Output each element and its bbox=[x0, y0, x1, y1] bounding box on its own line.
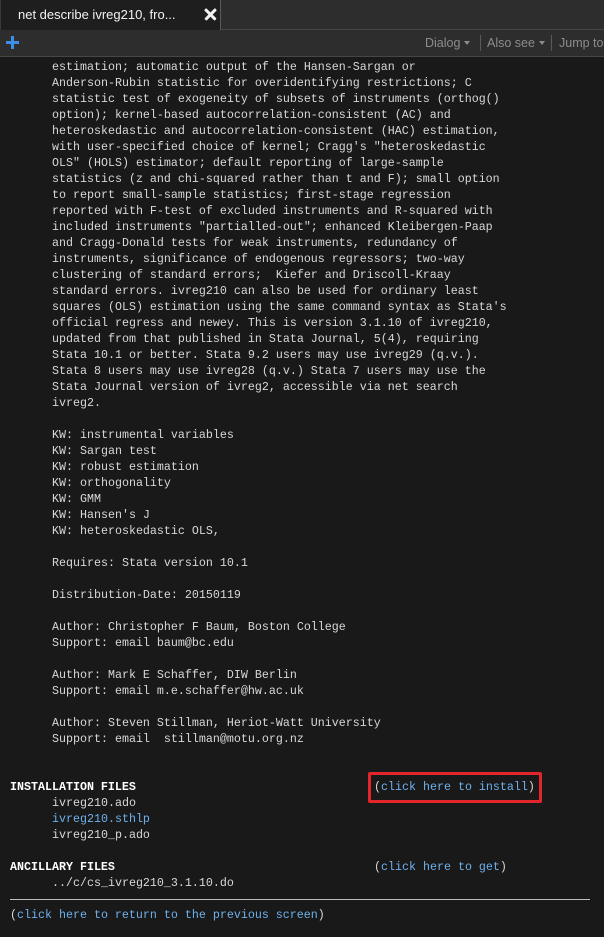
keyword-line: KW: Sargan test bbox=[52, 444, 157, 458]
description-line: OLS" (HOLS) estimator; default reporting of large-sample bbox=[52, 156, 444, 170]
keyword-line: KW: instrumental variables bbox=[52, 428, 234, 442]
also-see-menu-label: Also see bbox=[487, 36, 535, 50]
viewer-content[interactable] bbox=[0, 57, 604, 937]
jump-to-menu-label: Jump to bbox=[559, 36, 604, 50]
installation-file-link[interactable]: ivreg210.sthlp bbox=[52, 812, 150, 826]
blank-line bbox=[10, 747, 600, 763]
get-link-open-paren: ( bbox=[374, 860, 381, 874]
divider bbox=[10, 899, 590, 900]
blank-line bbox=[10, 699, 600, 715]
tab-title: net describe ivreg210, fro... bbox=[18, 7, 176, 22]
blank-line bbox=[10, 539, 600, 555]
ancillary-files-heading: ANCILLARY FILES bbox=[10, 860, 115, 874]
support-line: Support: email m.e.schaffer@hw.ac.uk bbox=[52, 684, 304, 698]
description-line: and Cragg-Donald tests for weak instruments, redundancy of bbox=[52, 236, 458, 250]
description-line: updated from that published in Stata Journal, 5(4), requiring bbox=[52, 332, 479, 346]
ancillary-files-row bbox=[10, 859, 600, 875]
return-to-previous-screen-link[interactable]: click here to return to the previous screen bbox=[17, 908, 318, 922]
return-link-close-paren: ) bbox=[317, 908, 325, 922]
description-line: Anderson-Rubin statistic for overidentifying restrictions; C bbox=[52, 76, 472, 90]
description-line: estimation; automatic output of the Hansen-Sargan or bbox=[52, 60, 416, 74]
blank-line bbox=[10, 843, 600, 859]
return-link-open-paren: ( bbox=[10, 908, 17, 922]
description-line: included instruments "partialled-out"; enhanced Kleibergen-Paap bbox=[52, 220, 493, 234]
description-line: instruments, significance of endogenous regressors; two-way bbox=[52, 252, 465, 266]
jump-to-menu[interactable] bbox=[559, 30, 603, 56]
description-line: official regress and newey. This is version 3.1.10 of ivreg210, bbox=[52, 316, 493, 330]
description-line: with user-specified choice of kernel; Cragg's "heteroskedastic bbox=[52, 140, 486, 154]
also-see-menu[interactable] bbox=[487, 30, 545, 56]
close-icon[interactable] bbox=[204, 8, 217, 21]
toolbar-separator bbox=[551, 35, 552, 51]
keyword-line: KW: GMM bbox=[52, 492, 101, 506]
toolbar-separator bbox=[480, 35, 481, 51]
dialog-menu[interactable] bbox=[425, 30, 470, 56]
description-line: Stata 10.1 or better. Stata 9.2 users may use ivreg29 (q.v.). bbox=[52, 348, 479, 362]
tab-strip bbox=[0, 0, 604, 30]
dialog-menu-label: Dialog bbox=[425, 36, 461, 50]
blank-line bbox=[10, 603, 600, 619]
author-line: Author: Steven Stillman, Heriot-Watt University bbox=[52, 716, 381, 730]
description-line: to report small-sample statistics; first-stage regression bbox=[52, 188, 451, 202]
get-link-close-paren: ) bbox=[499, 860, 507, 874]
description-line: ivreg2. bbox=[52, 396, 101, 410]
distribution-date-line: Distribution-Date: 20150119 bbox=[52, 588, 241, 602]
install-link-open-paren: ( bbox=[374, 780, 381, 794]
support-line: Support: email stillman@motu.org.nz bbox=[52, 732, 304, 746]
new-viewer-button[interactable] bbox=[6, 36, 19, 49]
description-line: clustering of standard errors; Kiefer and Driscoll-Kraay bbox=[52, 268, 451, 282]
divider-row bbox=[10, 891, 600, 907]
support-line: Support: email baum@bc.edu bbox=[52, 636, 234, 650]
keyword-line: KW: Hansen's J bbox=[52, 508, 150, 522]
get-link-label[interactable]: click here to get bbox=[381, 860, 500, 874]
plus-icon bbox=[6, 36, 19, 49]
viewer-toolbar bbox=[0, 30, 604, 57]
description-line: standard errors. ivreg210 can also be used for ordinary least bbox=[52, 284, 479, 298]
installation-file: ivreg210.ado bbox=[52, 796, 136, 810]
blank-line bbox=[10, 571, 600, 587]
keyword-line: KW: robust estimation bbox=[52, 460, 199, 474]
description-line: statistics (z and chi-squared rather than t and F); small option bbox=[52, 172, 500, 186]
description-line: Stata 8 users may use ivreg28 (q.v.) Stata 7 users may use the bbox=[52, 364, 486, 378]
ancillary-file: ../c/cs_ivreg210_3.1.10.do bbox=[52, 876, 234, 890]
keyword-line: KW: orthogonality bbox=[52, 476, 171, 490]
installation-files-heading: INSTALLATION FILES bbox=[10, 780, 136, 794]
red-highlight-box bbox=[368, 772, 542, 803]
author-line: Author: Mark E Schaffer, DIW Berlin bbox=[52, 668, 297, 682]
chevron-down-icon bbox=[464, 41, 470, 45]
requires-line: Requires: Stata version 10.1 bbox=[52, 556, 248, 570]
description-line: statistic test of exogeneity of subsets of instruments (orthog() bbox=[52, 92, 500, 106]
return-row bbox=[10, 907, 600, 923]
description-line: squares (OLS) estimation using the same command syntax as Stata's bbox=[52, 300, 507, 314]
description-line: reported with F-test of excluded instruments and R-squared with bbox=[52, 204, 493, 218]
tab-net-describe[interactable] bbox=[0, 0, 221, 30]
installation-file: ivreg210_p.ado bbox=[52, 828, 150, 842]
install-link-label[interactable]: click here to install bbox=[381, 780, 528, 794]
description-line: Stata Journal version of ivreg2, accessible via net search bbox=[52, 380, 458, 394]
chevron-down-icon bbox=[539, 41, 545, 45]
blank-line bbox=[10, 651, 600, 667]
description-line: option); kernel-based autocorrelation-consistent (AC) and bbox=[52, 108, 451, 122]
blank-line bbox=[10, 411, 600, 427]
keyword-line: KW: heteroskedastic OLS, bbox=[52, 524, 220, 538]
install-link-close-paren: ) bbox=[527, 780, 535, 794]
get-ancillary-link[interactable] bbox=[374, 859, 507, 875]
author-line: Author: Christopher F Baum, Boston College bbox=[52, 620, 346, 634]
description-line: heteroskedastic and autocorrelation-consistent (HAC) estimation, bbox=[52, 124, 500, 138]
